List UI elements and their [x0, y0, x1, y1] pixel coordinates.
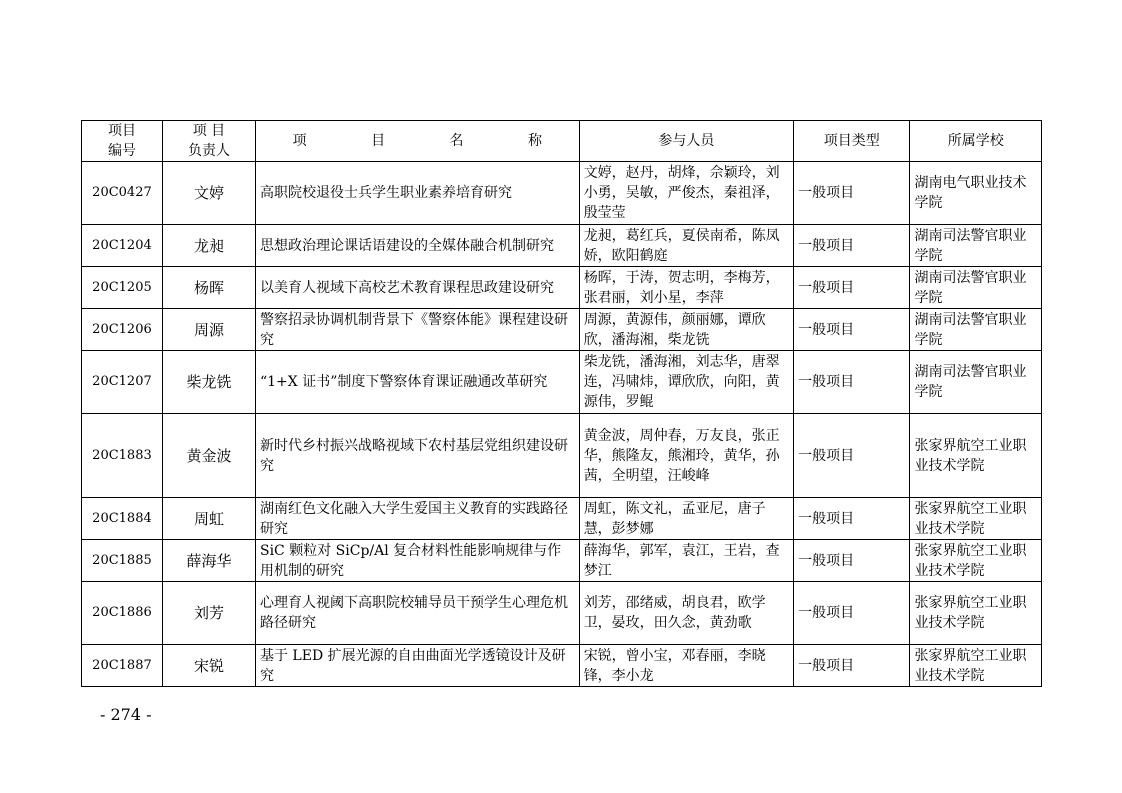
- cell-school: 湖南司法警官职业学院: [910, 351, 1042, 414]
- cell-members: 薛海华，郭军，袁江，王岩，查梦江: [579, 540, 793, 582]
- cell-name: 湖南红色文化融入大学生爱国主义教育的实践路径研究: [255, 498, 579, 540]
- cell-type: 一般项目: [794, 351, 910, 414]
- cell-school: 张家界航空工业职业技术学院: [910, 498, 1042, 540]
- cell-name: 新时代乡村振兴战略视域下农村基层党组织建设研究: [255, 414, 579, 498]
- cell-school: 湖南司法警官职业学院: [910, 225, 1042, 267]
- cell-members: 龙昶，葛红兵，夏侯南希，陈凤娇，欧阳鹤庭: [579, 225, 793, 267]
- cell-type: 一般项目: [794, 309, 910, 351]
- cell-school: 张家界航空工业职业技术学院: [910, 414, 1042, 498]
- cell-type: 一般项目: [794, 162, 910, 225]
- table-row: [82, 162, 1042, 225]
- cell-type: 一般项目: [794, 225, 910, 267]
- table-body: [82, 162, 1042, 687]
- cell-leader: 周源: [162, 309, 255, 351]
- cell-id: 20C1886: [82, 582, 163, 645]
- cell-id: 20C1204: [82, 225, 163, 267]
- cell-id: 20C0427: [82, 162, 163, 225]
- table-row: [82, 498, 1042, 540]
- header-leader: 项 目 负责人: [162, 121, 255, 162]
- cell-name: 基于 LED 扩展光源的自由曲面光学透镜设计及研究: [255, 645, 579, 687]
- cell-members: 柴龙铣，潘海湘，刘志华，唐翠连，冯啸炜，谭欣欣，向阳，黄源伟，罗鲲: [579, 351, 793, 414]
- projects-table: [81, 120, 1042, 687]
- table-row: [82, 267, 1042, 309]
- cell-type: 一般项目: [794, 645, 910, 687]
- header-type: 项目类型: [794, 121, 910, 162]
- header-members: 参与人员: [579, 121, 793, 162]
- cell-type: 一般项目: [794, 414, 910, 498]
- table-row: [82, 225, 1042, 267]
- cell-id: 20C1206: [82, 309, 163, 351]
- cell-school: 张家界航空工业职业技术学院: [910, 582, 1042, 645]
- cell-school: 湖南司法警官职业学院: [910, 267, 1042, 309]
- cell-name: 思想政治理论课话语建设的全媒体融合机制研究: [255, 225, 579, 267]
- cell-members: 宋锐，曾小宝，邓春丽，李晓锋，李小龙: [579, 645, 793, 687]
- table-row: [82, 582, 1042, 645]
- cell-members: 杨晖，于涛，贺志明，李梅芳，张君丽，刘小星，李萍: [579, 267, 793, 309]
- header-id: 项目 编号: [82, 121, 163, 162]
- cell-name: “1+X 证书”制度下警察体育课证融通改革研究: [255, 351, 579, 414]
- cell-leader: 柴龙铣: [162, 351, 255, 414]
- cell-members: 黄金波，周仲春，万友良，张正华，熊隆友，熊湘玲，黄华，孙茜，全明望，汪峻峰: [579, 414, 793, 498]
- cell-id: 20C1884: [82, 498, 163, 540]
- cell-leader: 周虹: [162, 498, 255, 540]
- cell-type: 一般项目: [794, 540, 910, 582]
- cell-name: 以美育人视域下高校艺术教育课程思政建设研究: [255, 267, 579, 309]
- cell-leader: 杨晖: [162, 267, 255, 309]
- cell-leader: 薛海华: [162, 540, 255, 582]
- cell-leader: 宋锐: [162, 645, 255, 687]
- cell-members: 周源，黄源伟，颜丽娜，谭欣欣，潘海湘，柴龙铣: [579, 309, 793, 351]
- cell-id: 20C1205: [82, 267, 163, 309]
- header-name: 项 目 名 称: [255, 121, 579, 162]
- cell-school: 张家界航空工业职业技术学院: [910, 645, 1042, 687]
- cell-type: 一般项目: [794, 498, 910, 540]
- cell-members: 刘芳，邵绪威，胡良君，欧学卫，晏玫，田久念，黄劲歌: [579, 582, 793, 645]
- cell-id: 20C1207: [82, 351, 163, 414]
- cell-type: 一般项目: [794, 582, 910, 645]
- table-row: [82, 414, 1042, 498]
- cell-members: 文婷，赵丹，胡烽，佘颖玲，刘小勇，吴敏，严俊杰，秦祖泽，殷莹莹: [579, 162, 793, 225]
- page-number: - 274 -: [100, 705, 152, 724]
- cell-members: 周虹，陈文礼，孟亚尼，唐子慧，彭梦娜: [579, 498, 793, 540]
- cell-school: 湖南司法警官职业学院: [910, 309, 1042, 351]
- cell-name: SiC 颗粒对 SiCp/Al 复合材料性能影响规律与作用机制的研究: [255, 540, 579, 582]
- cell-school: 张家界航空工业职业技术学院: [910, 540, 1042, 582]
- cell-id: 20C1887: [82, 645, 163, 687]
- table-row: [82, 540, 1042, 582]
- cell-leader: 龙昶: [162, 225, 255, 267]
- cell-type: 一般项目: [794, 267, 910, 309]
- cell-leader: 黄金波: [162, 414, 255, 498]
- cell-name: 高职院校退役士兵学生职业素养培育研究: [255, 162, 579, 225]
- cell-leader: 文婷: [162, 162, 255, 225]
- cell-name: 警察招录协调机制背景下《警察体能》课程建设研究: [255, 309, 579, 351]
- table-row: [82, 309, 1042, 351]
- cell-id: 20C1883: [82, 414, 163, 498]
- header-school: 所属学校: [910, 121, 1042, 162]
- cell-name: 心理育人视阈下高职院校辅导员干预学生心理危机路径研究: [255, 582, 579, 645]
- cell-school: 湖南电气职业技术学院: [910, 162, 1042, 225]
- cell-leader: 刘芳: [162, 582, 255, 645]
- table-row: [82, 645, 1042, 687]
- cell-id: 20C1885: [82, 540, 163, 582]
- table-header-row: [82, 121, 1042, 162]
- table-row: [82, 351, 1042, 414]
